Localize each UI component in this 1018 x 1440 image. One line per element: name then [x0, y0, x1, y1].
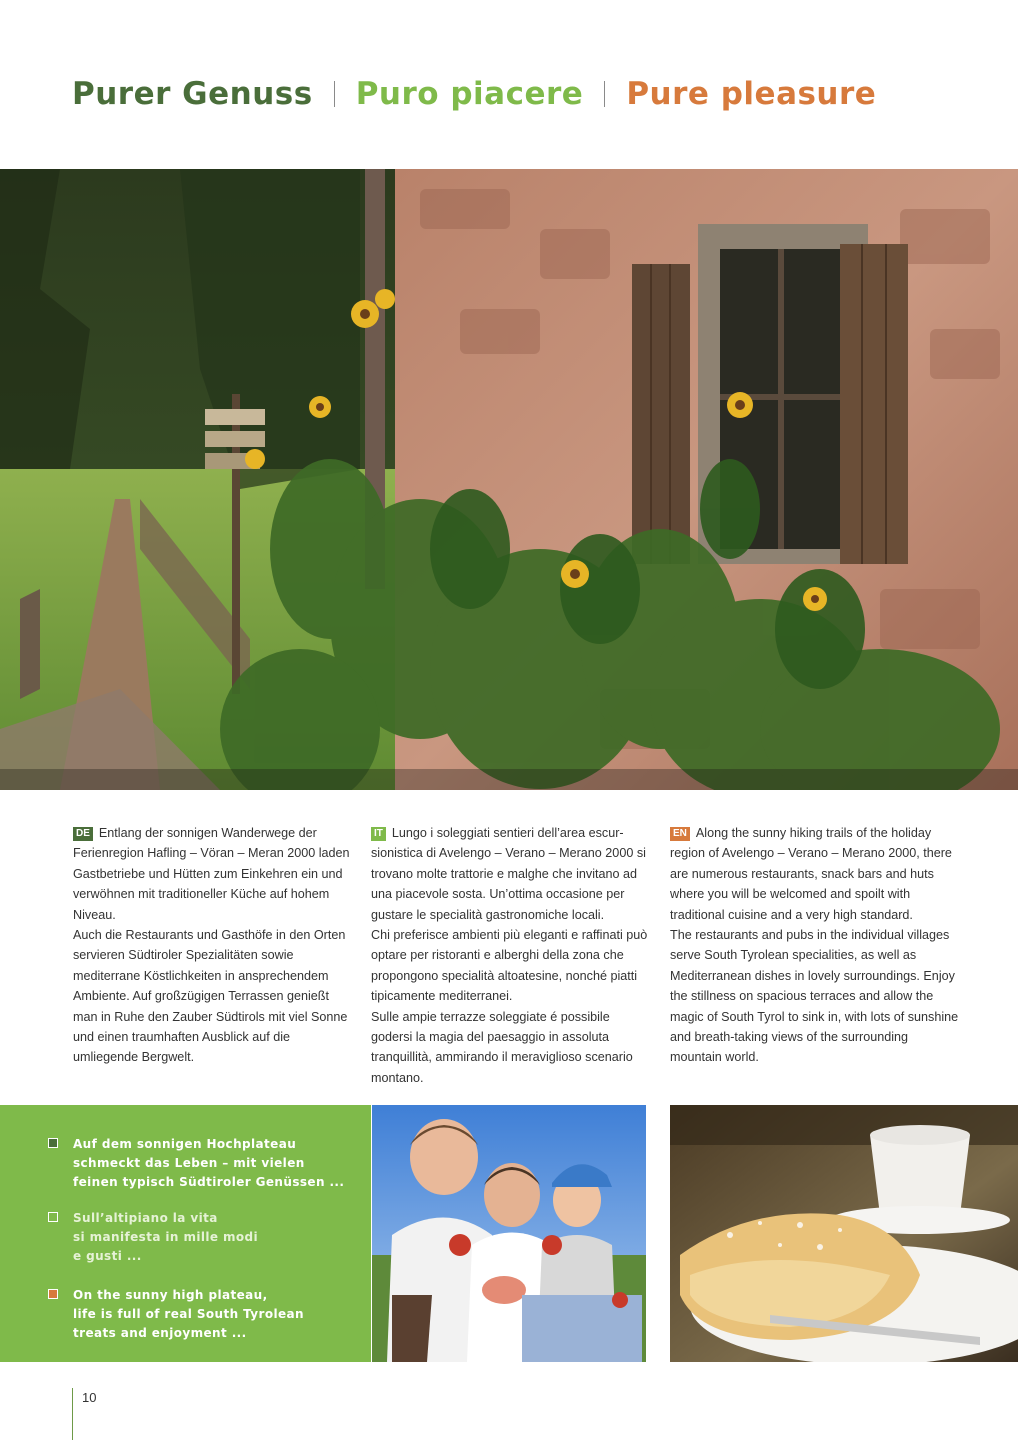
paragraph: Chi preferisce ambienti più eleganti e raffinati può optare per ristoranti e alberghi della zona che propongono specialità altoatesine, nonché piatti tipicamente mediterranei.: [371, 928, 648, 1004]
quote-text: Auf dem sonnigen Hochplateau schmeckt das Leben – mit vielen feinen typisch Südtiroler Genüssen ...: [73, 1137, 345, 1189]
paragraph: Sulle ampie terrazze soleggiate é possibile godersi la magia del paesaggio in assoluta tranquillità, ammirando il meraviglioso scenario montano.: [371, 1009, 633, 1085]
paragraph: Entlang der sonnigen Wanderwege der Ferienregion Hafling – Vöran – Meran 2000 laden Gastbetriebe und Hütten zum Einkehren ein und verwöhnen mit traditioneller Küche auf hohem Niveau.: [73, 826, 350, 922]
paragraph: Along the sunny hiking trails of the holiday region of Avelengo – Verano – Merano 2000, there are numerous restaurants, snack bars and huts where you will be welcomed and spoilt with traditional cuisine and a very high standard.: [670, 826, 952, 922]
text-column-english: [670, 823, 960, 1068]
text-column-italian: [371, 823, 653, 1088]
quote-text: On the sunny high plateau, life is full of real South Tyrolean treats and enjoyment ...: [73, 1288, 304, 1340]
page-title: [72, 72, 876, 116]
language-tag-it: IT: [371, 827, 386, 841]
page-number: 10: [82, 1390, 97, 1405]
photo-children-with-apples: [372, 1105, 646, 1362]
quote-italian: [48, 1209, 258, 1266]
title-german: Purer Genuss: [72, 76, 313, 112]
title-english: Pure pleasure: [626, 76, 877, 112]
paragraph: Auch die Restaurants und Gasthöfe in den Orten servieren Südtiroler Spezialitäten sowie mediterrane Köstlichkeiten in ansprechendem Ambiente. Auf großzügigen Terrassen genießt man in Ruhe den Zauber Südtirols mit viel Sonne und einen traumhaften Ausblick auf die umliegende Bergwelt.: [73, 928, 348, 1065]
title-divider: [334, 81, 335, 107]
square-bullet-icon: [48, 1138, 58, 1148]
quote-english: [48, 1286, 304, 1343]
quote-box: [0, 1105, 371, 1362]
language-tag-en: EN: [670, 827, 690, 841]
quote-german: [48, 1135, 344, 1192]
square-bullet-icon: [48, 1289, 58, 1299]
text-column-german: [73, 823, 353, 1068]
paragraph: Lungo i soleggiati sentieri dell’area escur-sionistica di Avelengo – Verano – Merano 2000 si trovano molte trattorie e malghe che invitano ad una piacevole sosta. Un’ottima occasione per gustare le specialità gastronomiche locali.: [371, 826, 646, 922]
square-bullet-icon: [48, 1212, 58, 1222]
paragraph: The restaurants and pubs in the individual villages serve South Tyrolean specialities, as well as Mediterranean dishes in lovely surroundings. Enjoy the stillness on spacious terraces and allow the magic of South Tyrol to sink in, with lots of sunshine and breath-taking views of the surrounding mountain world.: [670, 928, 959, 1065]
language-tag-de: DE: [73, 827, 93, 841]
page-number-rule: [72, 1388, 73, 1440]
quote-text: Sull’altipiano la vita si manifesta in mille modi e gusti ...: [73, 1211, 259, 1263]
title-divider: [604, 81, 605, 107]
hero-photo-farmhouse-sunflowers: [0, 169, 1018, 790]
title-italian: Puro piacere: [355, 76, 584, 112]
photo-apple-strudel-coffee: [670, 1105, 1018, 1362]
